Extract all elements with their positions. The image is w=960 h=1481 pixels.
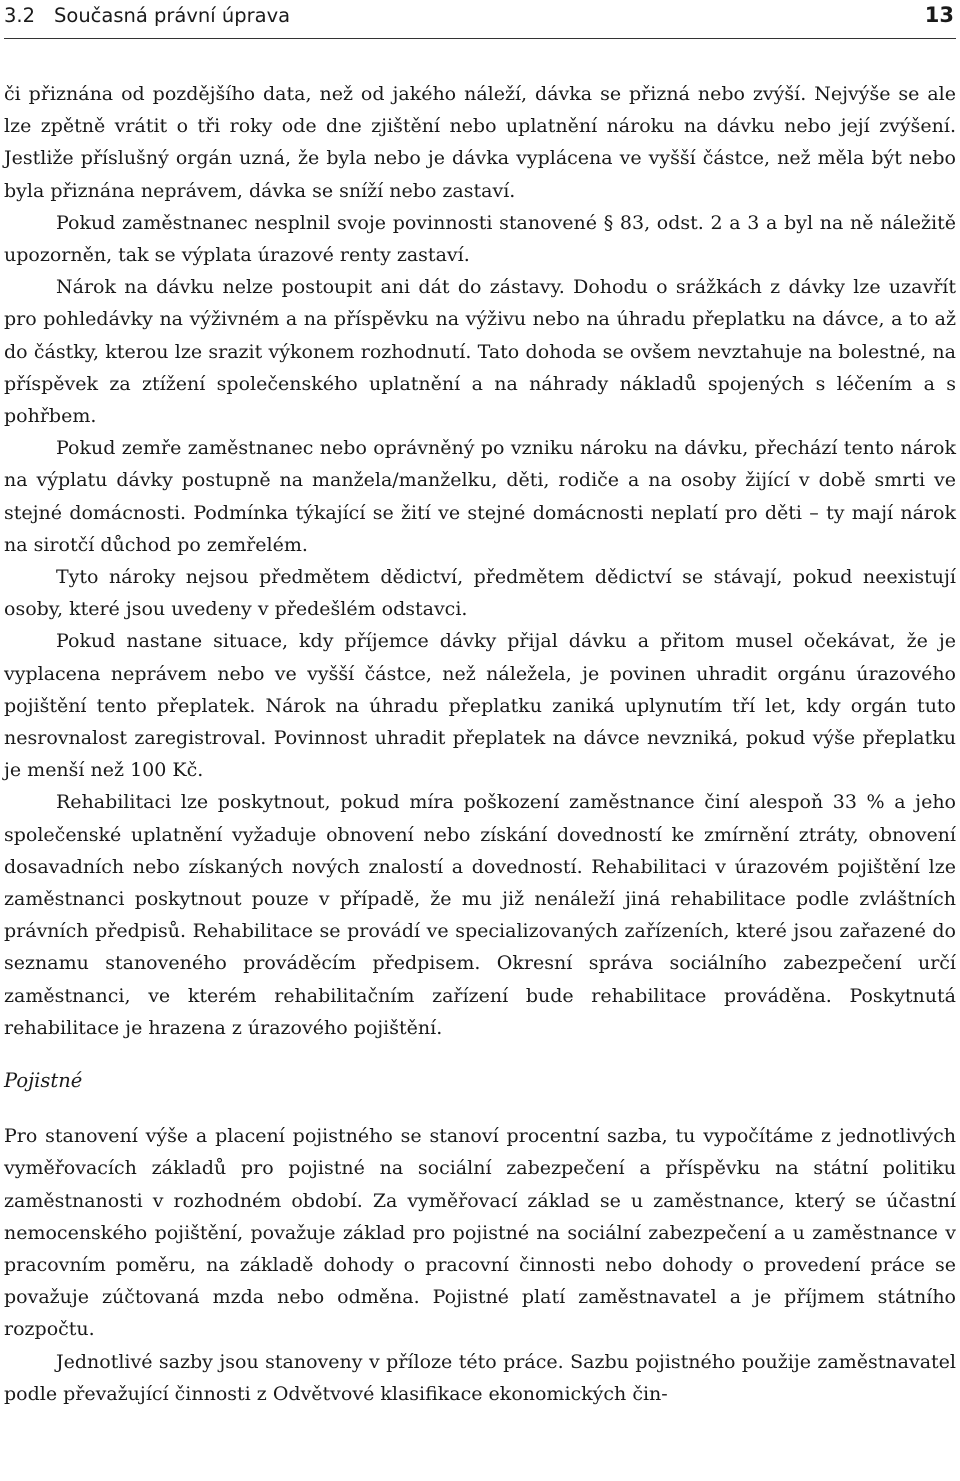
body-text [4, 78, 956, 1410]
subsection-heading: Pojistné [4, 1069, 83, 1093]
paragraph: či přiznána od pozdějšího data, než od jakého náleží, dávka se přizná nebo zvýší. Nejvýše se ale lze zpětně vrátit o tři roky ode dne zjištění nebo uplatnění nároku na dávku nebo její zvýšení. Jestliže příslušný orgán uzná, že byla nebo je dávka vyplácena ve vyšší částce, než měla být nebo byla přiznána neprávem, dávka se sníží nebo zastaví. [4, 83, 956, 202]
paragraph: Rehabilitaci lze poskytnout, pokud míra poškození zaměstnance činí alespoň 33 % a jeho společenské uplatnění vyžaduje obnovení nebo získání dovedností ke zmírnění ztráty, obnovení dosavadních nebo získaných nových znalostí a dovedností. Rehabilitaci v úrazovém pojištění lze zaměstnanci poskytnout pouze v případě, že mu již nenáleží jiná rehabilitace podle zvláštních právních předpisů. Rehabilitace se provádí ve specializovaných zařízeních, které jsou zařazené do seznamu stanoveného prováděcím předpisem. Okresní správa sociálního zabezpečení určí zaměstnanci, ve kterém rehabilitačním zařízení bude rehabilitace prováděna. Poskytnutá rehabilitace je hrazena z úrazového pojištění. [4, 791, 956, 1039]
section-number: 3.2 [4, 3, 36, 27]
paragraph: Jednotlivé sazby jsou stanoveny v příloze této práce. Sazbu pojistného použije zaměstnavatel podle převažující činnosti z Odvětvové klasifikace ekonomických čin- [4, 1350, 956, 1405]
paragraph: Pokud nastane situace, kdy příjemce dávky přijal dávku a přitom musel očekávat, že je vyplacena neprávem nebo ve vyšší částce, než náležela, je povinen uhradit orgánu úrazového pojištění tento přeplatek. Nárok na úhradu přeplatku zaniká uplynutím tří let, kdy orgán tuto nesrovnalost zaregistroval. Povinnost uhradit přeplatek na dávce nevzniká, pokud výše přeplatku je menší než 100 Kč. [4, 630, 956, 782]
page-number: 13 [924, 3, 954, 27]
header-rule [4, 38, 956, 39]
paragraph: Pokud zemře zaměstnanec nebo oprávněný po vzniku nároku na dávku, přechází tento nárok na výplatu dávky postupně na manžela/manželku, děti, rodiče a na osoby žijící v době smrti ve stejné domácnosti. Podmínka týkající se žití ve stejné domácnosti neplatí pro děti – ty mají nárok na sirotčí důchod po zemřelém. [4, 437, 956, 556]
running-header-section [4, 4, 290, 27]
running-header [4, 0, 954, 30]
paragraph: Nárok na dávku nelze postoupit ani dát do zástavy. Dohodu o srážkách z dávky lze uzavřít pro pohledávky na výživném a na příspěvku na výživu nebo na úhradu přeplatku na dávce, a to až do částky, kterou lze srazit výkonem rozhodnutí. Tato dohoda se ovšem nevztahuje na bolestné, na příspěvek za ztížení společenského uplatnění a na náhrady nákladů spojených s léčením a s pohřbem. [4, 276, 956, 428]
paragraph: Pokud zaměstnanec nesplnil svoje povinnosti stanovené § 83, odst. 2 a 3 a byl na ně náležitě upozorněn, tak se výplata úrazové renty zastaví. [4, 211, 956, 267]
paragraph: Pro stanovení výše a placení pojistného se stanoví procentní sazba, tu vypočítáme z jednotlivých vyměřovacích základů pro pojistné na sociální zabezpečení a příspěvku na státní politiku zaměstnanosti v rozhodném období. Za vyměřovací základ se u zaměstnance, který se účastní nemocenského pojištění, považuje základ pro pojistné na sociální zabezpečení a u zaměstnance v pracovním poměru, na základě dohody o pracovní činnosti nebo dohody o provedení práce se považuje zúčtovaná mzda nebo odměna. Pojistné platí zaměstnavatel a je příjmem státního rozpočtu. [4, 1125, 956, 1341]
paragraph: Tyto nároky nejsou předmětem dědictví, předmětem dědictví se stávají, pokud neexistují osoby, které jsou uvedeny v předešlém odstavci. [4, 566, 956, 621]
section-title: Současná právní úprava [54, 3, 291, 27]
